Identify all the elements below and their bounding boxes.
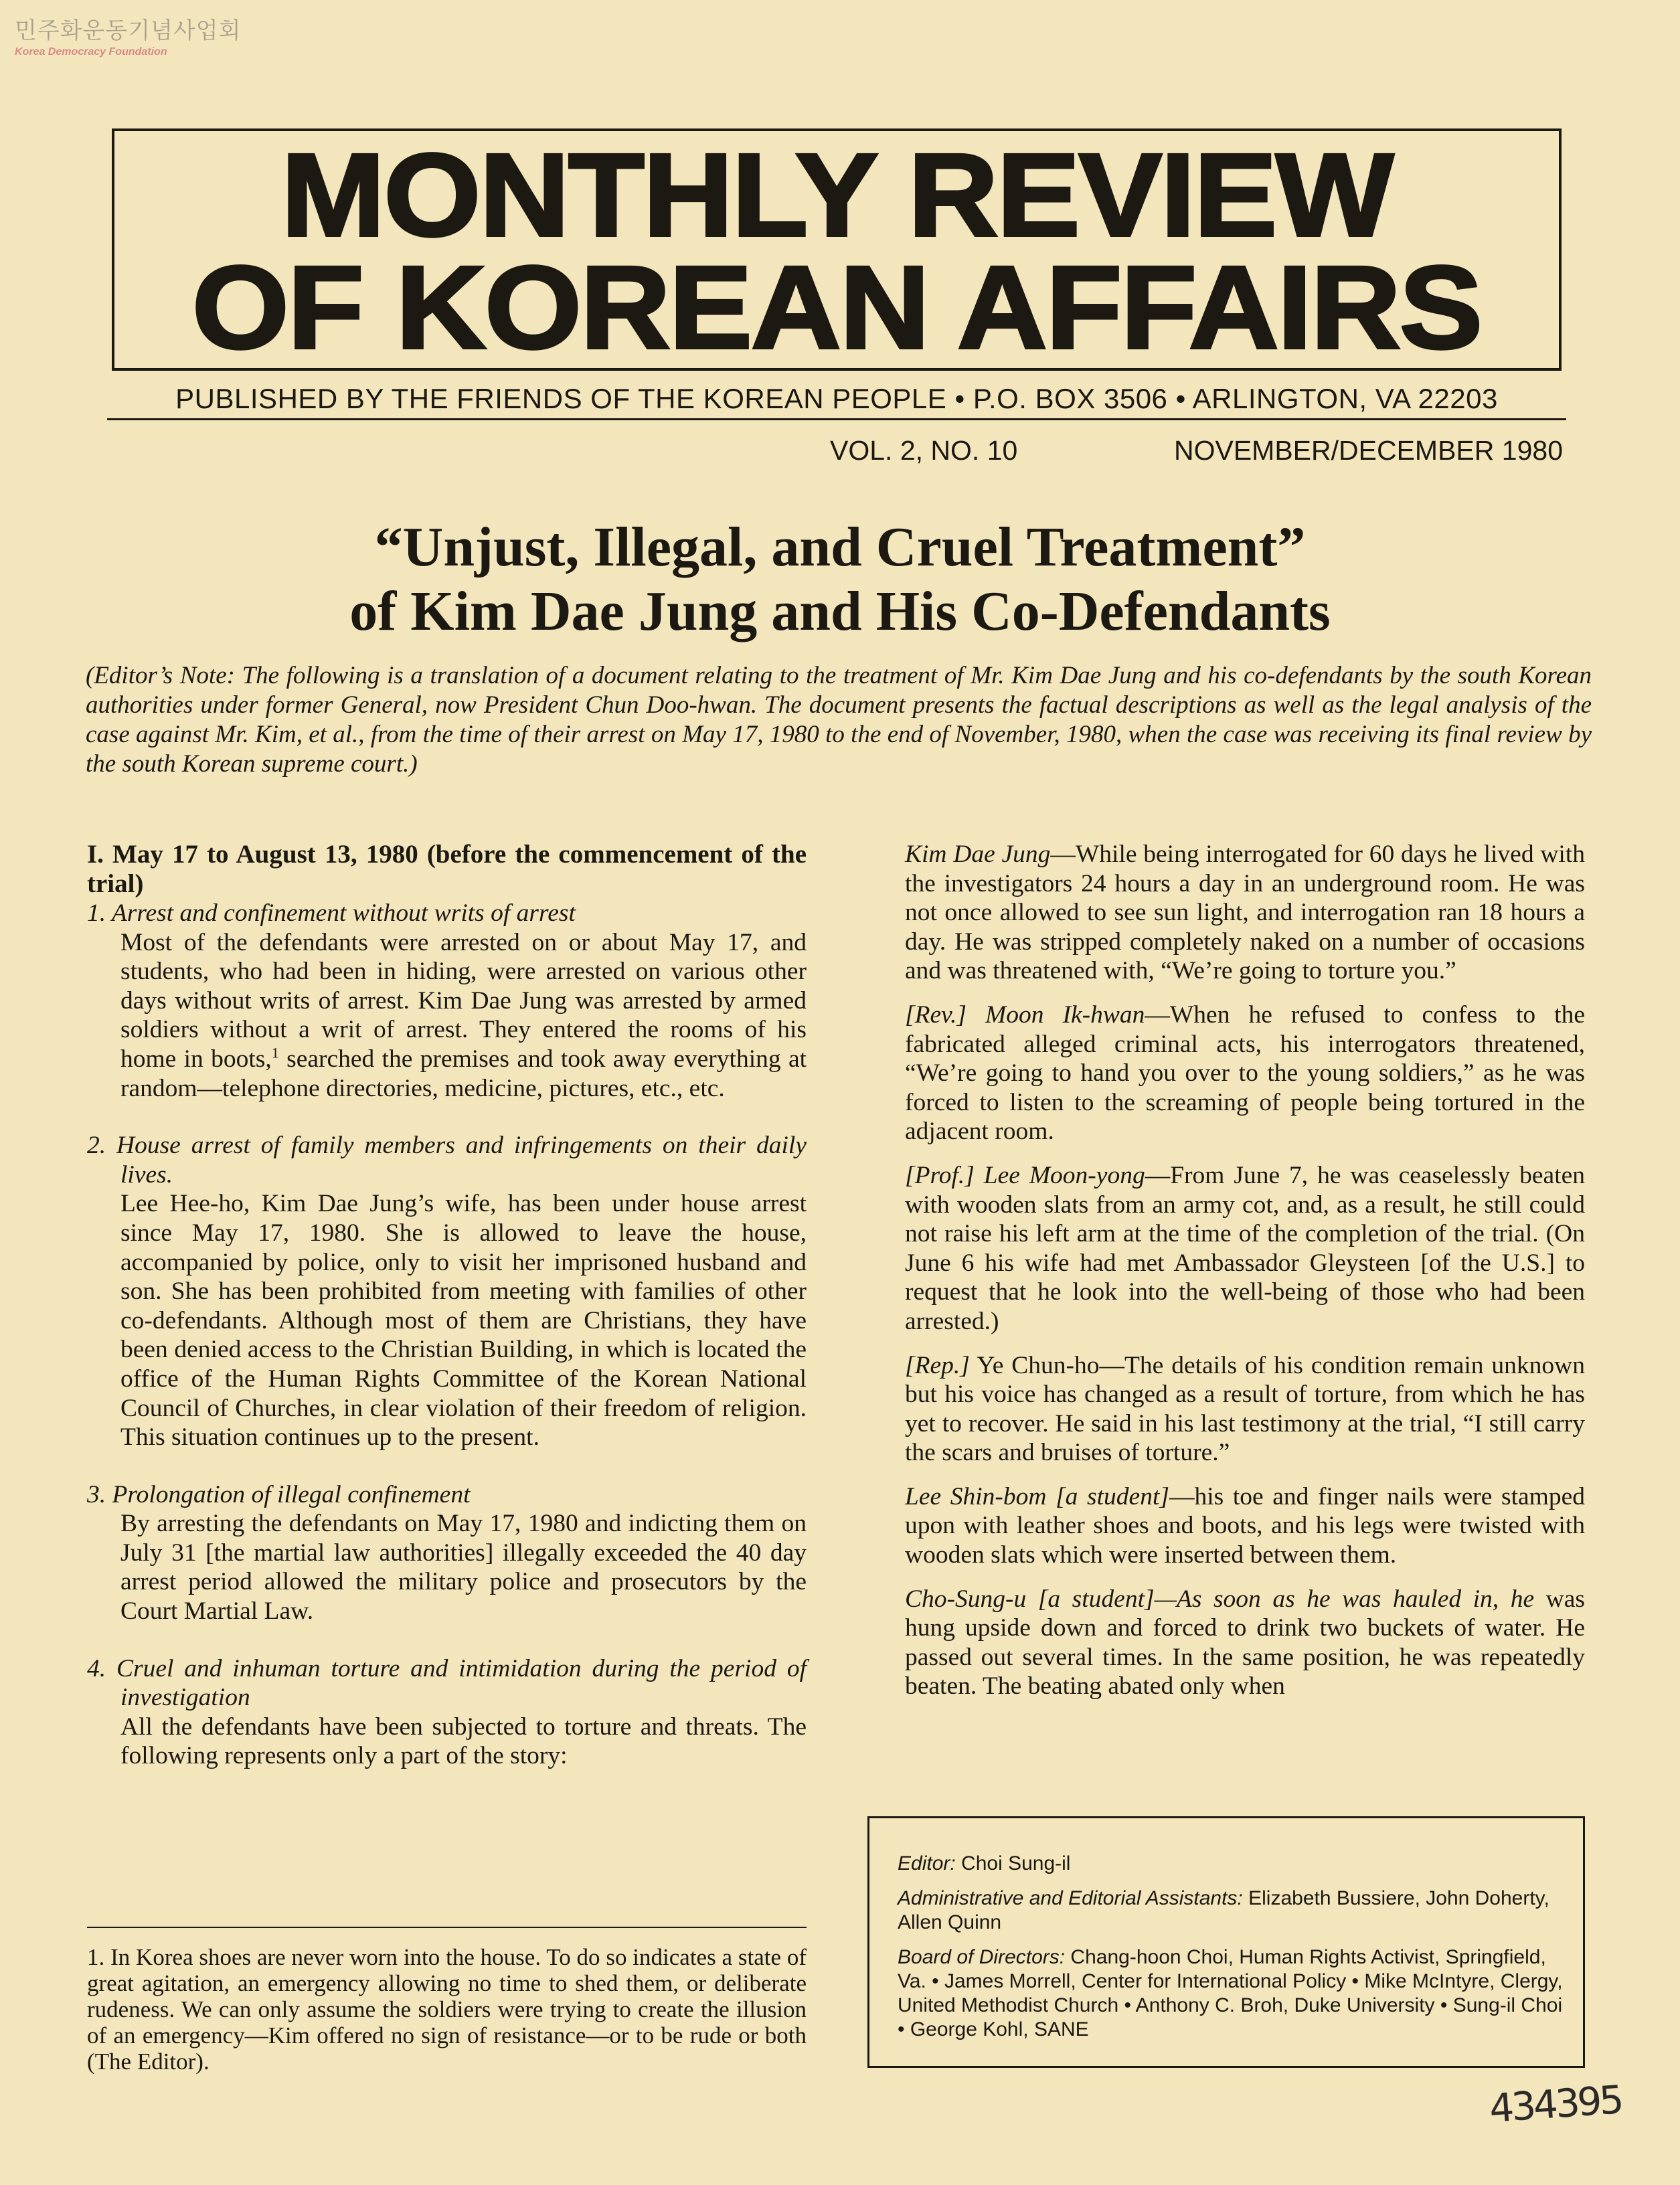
item-body bbox=[87, 928, 807, 1104]
footnote: 1. In Korea shoes are never worn into the house. To do so indicates a state of great agitation, an emergency allowing no time to shed them, or deliberate rudeness. We can only assume the soldiers were trying to create the illusion of an emergency—Kim offered no sign of resistance—or to be rude or both (The Editor). bbox=[87, 1944, 807, 2075]
item-body: Lee Hee-ho, Kim Dae Jung’s wife, has been under house arrest since May 17, 1980. She is allowed to leave the house, accompanied by police, only to visit her imprisoned husband and son. She has been prohibited from meeting with families of other co-defendants. Although most of them are Christians, they have been denied access to the Christian Building, in which is located the office of the Human Rights Committee of the Korean National Council of Churches, in clear violation of their freedom of religion. This situation continues up to the present. bbox=[120, 1190, 807, 1452]
board-credit bbox=[898, 1945, 1566, 2042]
watermark-logo bbox=[15, 12, 241, 58]
person-name: Lee Shin-bom [a student] bbox=[905, 1482, 1169, 1510]
list-item bbox=[87, 1480, 807, 1626]
divider bbox=[107, 418, 1566, 420]
list-item bbox=[87, 1131, 807, 1452]
value: Chang-hoon Choi, Human Rights Activist, Springfield, Va. • James Morrell, Center for International Policy • Mike McIntyre, Clergy, United Methodist Church • Anthony C. Broh, Duke University • Sung-il Choi • George Kohl, SANE bbox=[898, 1946, 1563, 2040]
list-item bbox=[87, 899, 807, 1103]
item-heading: 1. Arrest and confinement without writs of arrest bbox=[87, 899, 576, 927]
person-name: [Rep.] bbox=[905, 1351, 970, 1379]
article-headline bbox=[0, 515, 1680, 644]
watermark-korean: 민주화운동기념사업회 bbox=[15, 17, 242, 44]
list-item bbox=[87, 1654, 807, 1771]
person-name: [Prof.] Lee Moon-yong bbox=[905, 1161, 1145, 1189]
editors-note: (Editor’s Note: The following is a translation of a document relating to the treatment of Mr. Kim Dae Jung and his co-defendants by the south Korean authorities under former General, now President Chun Doo-hwan. The document presents the factual descriptions as well as the legal analysis of the case against Mr. Kim, et al., from the time of their arrest on May 17, 1980 to the end of November, 1980, when the case was receiving its final review by the south Korean supreme court.) bbox=[86, 662, 1592, 778]
publisher-line: PUBLISHED BY THE FRIENDS OF THE KOREAN PEOPLE • P.O. BOX 3506 • ARLINGTON, VA 22203 bbox=[175, 383, 1498, 414]
right-column bbox=[905, 840, 1585, 1716]
testimony-paragraph bbox=[905, 1585, 1585, 1701]
paragraph-text: Ye Chun-ho—The details of his condition remain unknown but his voice has changed as a result of torture, from which he has yet to recover. He said in his last testimony at the trial, “I still carry the scars and bruises of torture.” bbox=[905, 1351, 1585, 1467]
masthead bbox=[112, 128, 1562, 371]
masthead-line1: MONTHLY REVIEW bbox=[281, 130, 1392, 261]
label: Editor: bbox=[898, 1852, 956, 1874]
testimony-paragraph bbox=[905, 1161, 1585, 1336]
paragraph-text: —his toe and finger nails were stamped upon with leather shoes and boots, and his legs were twisted with wooden slats which were inserted between them. bbox=[905, 1482, 1585, 1569]
masthead-line2: OF KOREAN AFFAIRS bbox=[191, 242, 1482, 373]
item-text: Most of the defendants were arrested on or about May 17, and students, who had been in hiding, were arrested on various other days without writs of arrest. Kim Dae Jung was arrested by armed soldiers without a writ of arrest. They entered the rooms of his home in boots, bbox=[120, 928, 807, 1073]
footnote-divider bbox=[87, 1927, 807, 1928]
item-heading: 4. Cruel and inhuman torture and intimidation during the period of investigation bbox=[87, 1654, 807, 1712]
testimony-paragraph bbox=[905, 1000, 1585, 1146]
left-column bbox=[87, 840, 807, 1771]
staff-box bbox=[867, 1816, 1585, 2068]
paragraph-text: —While being interrogated for 60 days he lived with the investigators 24 hours a day in an underground room. He was not once allowed to see sun light, and interrogation ran 18 hours a day. He was stripped completely naked on a number of occasions and was threatened with, “We’re going to torture you.” bbox=[905, 841, 1585, 985]
value: Choi Sung-il bbox=[955, 1852, 1071, 1874]
item-body: All the defendants have been subjected to torture and threats. The following represents only a part of the story: bbox=[120, 1713, 807, 1770]
person-name: [Rev.] Moon Ik-hwan bbox=[905, 1000, 1145, 1029]
issue-volume: VOL. 2, NO. 10 bbox=[830, 435, 1018, 466]
watermark-english: Korea Democracy Foundation bbox=[15, 46, 167, 58]
item-heading: 2. House arrest of family members and infringements on their daily lives. bbox=[87, 1132, 807, 1189]
person-name: Cho-Sung-u [a student]—As soon as he was hauled in, he bbox=[905, 1585, 1535, 1613]
paragraph-text: was hung upside down and forced to drink two buckets of water. He passed out several times. In the same position, he was repeatedly beaten. The beating abated only when bbox=[905, 1585, 1585, 1700]
headline-line1: “Unjust, Illegal, and Cruel Treatment” bbox=[374, 516, 1306, 578]
assistants-credit bbox=[898, 1887, 1566, 1935]
editor-credit bbox=[898, 1852, 1566, 1876]
item-heading: 3. Prolongation of illegal confinement bbox=[87, 1480, 471, 1508]
handwritten-number: 434395 bbox=[1487, 2077, 1623, 2131]
item-text: searched the premises and took away everything at random—telephone directories, medicine, pictures, etc., etc. bbox=[120, 1045, 807, 1102]
person-name: Kim Dae Jung bbox=[905, 841, 1051, 868]
testimony-paragraph bbox=[905, 840, 1585, 986]
footnote-ref: 1 bbox=[271, 1044, 279, 1061]
section-heading: I. May 17 to August 13, 1980 (before the commencement of the trial) bbox=[87, 840, 807, 898]
paragraph-text: —From June 7, he was ceaselessly beaten with wooden slats from an army cot, and, as a result, he still could not raise his left arm at the time of the completion of the trial. (On June 6 his wife had met Ambassador Gleysteen [of the U.S.] to request that he look into the well-being of those who had been arrested.) bbox=[905, 1161, 1586, 1335]
paragraph-text: —When he refused to confess to the fabricated alleged criminal acts, his interrogators threatened, “We’re going to hand you over to the young soldiers,” as he was forced to listen to the screaming of people being tortured in the adjacent room. bbox=[905, 1000, 1585, 1146]
item-body: By arresting the defendants on May 17, 1980 and indicting them on July 31 [the martial law authorities] illegally exceeded the 40 day arrest period allowed the military police and prosecutors by the Court Martial Law. bbox=[120, 1510, 807, 1626]
headline-line2: of Kim Dae Jung and His Co-Defendants bbox=[349, 580, 1331, 642]
value: Elizabeth Bussiere, John Doherty, Allen Quinn bbox=[898, 1887, 1549, 1933]
label: Board of Directors: bbox=[898, 1946, 1066, 1968]
label: Administrative and Editorial Assistants: bbox=[898, 1887, 1243, 1909]
testimony-paragraph bbox=[905, 1482, 1585, 1570]
testimony-paragraph bbox=[905, 1351, 1585, 1468]
issue-date: NOVEMBER/DECEMBER 1980 bbox=[1173, 435, 1563, 466]
